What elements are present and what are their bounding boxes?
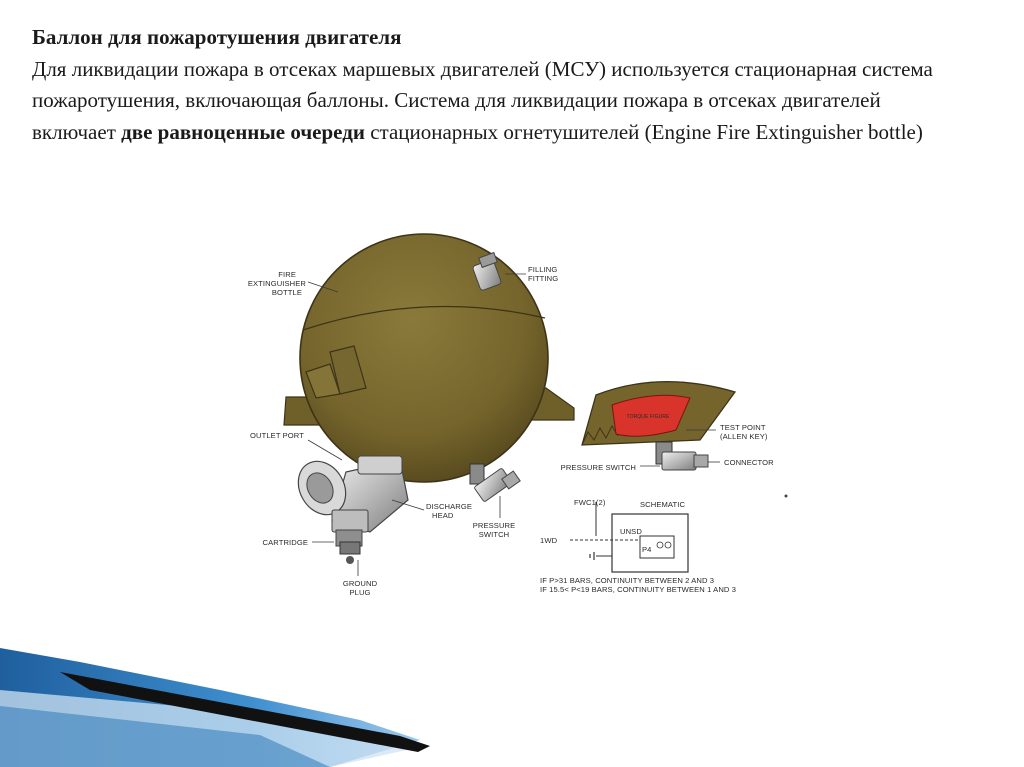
label-fire-2: EXTINGUISHER	[247, 279, 306, 288]
paragraph-part-1: Для ликвидации пожара в отсеках маршевых двигателей (МСУ) используется стационарная система пожаротушения, включающая баллоны. Система для ликвидации пожара в отсеках двигателей включает	[32, 56, 933, 144]
label-schematic: SCHEMATIC	[640, 500, 686, 509]
paragraph-part-2: стационарных огнетушителей (Engine Fire Extinguisher bottle)	[364, 119, 923, 144]
pressure-switch-bottom	[470, 464, 520, 502]
cartridge	[332, 510, 368, 546]
label-test-point-1: TEST POINT	[720, 423, 766, 432]
label-outlet-port: OUTLET PORT	[250, 431, 304, 440]
label-pressure-switch-1: PRESSURE	[472, 521, 516, 530]
ground-plug	[340, 542, 360, 564]
label-discharge-2: HEAD	[432, 511, 454, 520]
label-connector: CONNECTOR	[724, 458, 774, 467]
label-filling-1: FILLING	[528, 265, 558, 274]
label-1wd: 1WD	[540, 536, 558, 545]
label-fire-3: BOTTLE	[271, 288, 302, 297]
paragraph-bold: две равноценные очереди	[121, 119, 365, 144]
label-note-1: IF P>31 BARS, CONTINUITY BETWEEN 2 AND 3	[540, 576, 715, 585]
label-note-2: IF 15.5< P<19 BARS, CONTINUITY BETWEEN 1 AND 3	[540, 585, 737, 594]
label-cartridge: CARTRIDGE	[262, 538, 308, 547]
label-p4: P4	[642, 545, 652, 554]
label-pressure-switch-2: SWITCH	[478, 530, 510, 539]
label-fire-1: FIRE	[278, 270, 296, 279]
schematic-diagram	[570, 502, 688, 572]
label-unsd: UNSD	[620, 527, 642, 536]
label-pressure-switch-right: PRESSURE SWITCH	[560, 463, 636, 472]
pressure-switch-right	[656, 442, 708, 470]
label-filling-2: FITTING	[528, 274, 559, 283]
gauge-label: TORQUE FIGURE	[626, 414, 670, 420]
label-test-point-2: (ALLEN KEY)	[720, 432, 768, 441]
slide-title: Баллон для пожаротушения двигателя	[32, 25, 402, 49]
marker-dot	[785, 495, 788, 498]
label-ground-2: PLUG	[349, 588, 371, 597]
torque-figure-gauge	[582, 382, 735, 445]
label-discharge-1: DISCHARGE	[426, 502, 473, 511]
label-ground-1: GROUND	[342, 579, 378, 588]
label-fwc: FWC1(2)	[574, 498, 606, 507]
decorative-swoosh	[0, 648, 430, 767]
